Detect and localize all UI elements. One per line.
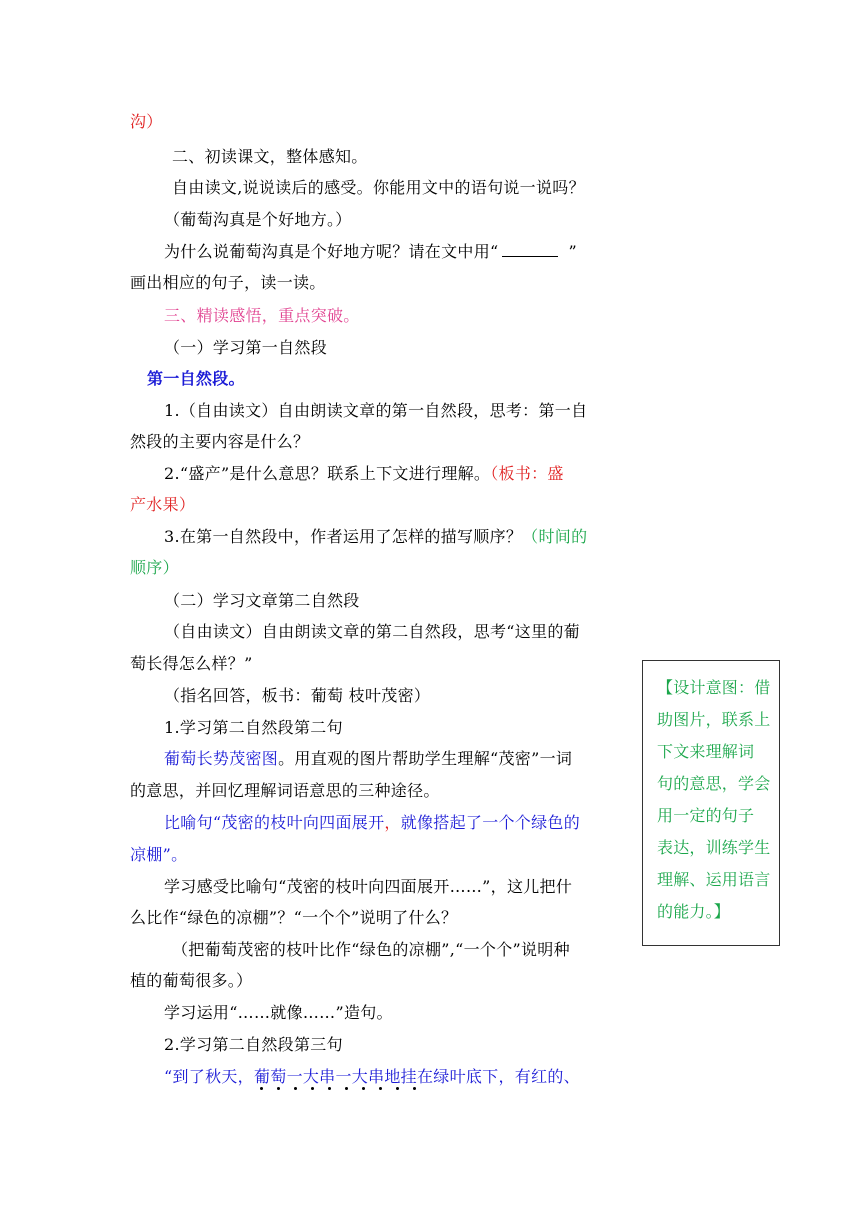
text-segment: 葡萄长势茂密图 [164, 749, 279, 768]
text-line [130, 432, 610, 452]
emphasis-dot [277, 1087, 280, 1090]
text-line [164, 210, 644, 230]
text-segment: 顺序） [130, 558, 179, 577]
text-line [172, 178, 652, 198]
emphasis-dot [328, 1087, 331, 1090]
text-segment: 植的葡萄很多。） [130, 971, 253, 990]
note-line: 的能力。】 [657, 902, 731, 921]
text-segment: （时间的 [522, 527, 588, 546]
note-line: 助图片，联系上 [657, 710, 771, 729]
text-segment: 然段的主要内容是什么？ [130, 432, 310, 451]
note-line: 表达，训练学生 [657, 838, 771, 857]
text-line [164, 718, 644, 738]
text-segment: 的意思，并回忆理解词语意思的三种途径。 [130, 781, 440, 800]
text-segment: “到了秋天，葡萄一大串一大串地挂在绿叶底下，有红的、 [164, 1067, 580, 1086]
text-segment: 学习运用“……就像……”造句。 [164, 1003, 393, 1022]
text-line [164, 1035, 644, 1055]
text-segment: 为什么说葡萄沟真是个好地方呢？请在文中用“ [164, 242, 499, 261]
text-line [164, 1003, 644, 1023]
text-line [164, 242, 644, 262]
subsection-heading-one [164, 338, 644, 358]
text-segment: ， [384, 813, 401, 832]
text-line [130, 654, 610, 674]
emphasis-dot [311, 1087, 314, 1090]
text-segment: 就像搭起了一个个绿色的 [400, 813, 581, 832]
text-line [130, 495, 610, 515]
note-line: 句的意思，学会 [657, 774, 771, 793]
text-segment: 比喻句“茂密的枝叶向四面展开 [164, 813, 385, 832]
underline-blank [502, 242, 558, 257]
text-segment: 画出相应的句子，读一读。 [130, 273, 326, 292]
design-intent-note [642, 660, 780, 946]
text-line [130, 273, 610, 293]
text-segment: （指名回答，板书：葡萄 枝叶茂密） [164, 686, 431, 705]
paragraph-label [147, 369, 627, 389]
text-segment: 自由读文,说说读后的感受。你能用文中的语句说一说吗？ [172, 178, 585, 197]
text-line [164, 686, 644, 706]
text-segment: （把葡萄茂密的枝叶比作“绿色的凉棚”,“一个个”说明种 [172, 940, 570, 959]
text-segment: 三、精读感悟，重点突破。 [164, 306, 360, 325]
emphasis-dot [379, 1087, 382, 1090]
text-line [164, 1067, 644, 1087]
text-line [130, 908, 610, 928]
note-line: 理解、运用语言 [657, 870, 771, 889]
text-segment: （一）学习第一自然段 [164, 338, 328, 357]
text-line [130, 558, 610, 578]
text-line [172, 940, 652, 960]
text-line [164, 401, 644, 421]
text-segment: 2.“盛产”是什么意思？联系上下文进行理解。 [164, 464, 491, 483]
text-segment: 沟） [130, 112, 163, 131]
text-segment: 产水果） [130, 495, 196, 514]
text-segment: 二、初读课文，整体感知。 [172, 147, 368, 166]
text-segment: 3.在第一自然段中，作者运用了怎样的描写顺序？ [164, 527, 523, 546]
emphasis-dot [345, 1087, 348, 1090]
emphasis-dot [260, 1087, 263, 1090]
text-line [164, 877, 644, 897]
text-segment: （葡萄沟真是个好地方。） [164, 210, 352, 229]
subsection-heading-two [164, 591, 644, 611]
emphasis-dot [294, 1087, 297, 1090]
text-segment: （二）学习文章第二自然段 [164, 591, 360, 610]
text-segment: （自由读文）自由朗读文章的第二自然段，思考“这里的葡 [164, 622, 580, 641]
section-heading-two [172, 147, 652, 167]
text-line [130, 971, 610, 991]
text-segment: ” [568, 242, 577, 261]
note-line: 下文来理解词 [657, 742, 755, 761]
text-segment: 萄长得怎么样？” [130, 654, 253, 673]
text-line [130, 781, 610, 801]
section-heading-three [164, 306, 644, 326]
text-segment: 1.学习第二自然段第二句 [164, 718, 343, 737]
text-line [130, 845, 610, 865]
text-line [164, 464, 644, 484]
text-line [164, 527, 644, 547]
text-line [130, 112, 610, 132]
text-line [164, 749, 644, 769]
emphasis-dot [396, 1087, 399, 1090]
text-segment: 第一自然段。 [147, 369, 245, 388]
note-line: 用一定的句子 [657, 806, 755, 825]
emphasis-dot [413, 1087, 416, 1090]
text-segment: 凉棚”。 [130, 845, 188, 864]
emphasis-dot [362, 1087, 365, 1090]
text-segment: 学习感受比喻句“茂密的枝叶向四面展开……”，这儿把什 [164, 877, 573, 896]
text-segment: 2.学习第二自然段第三句 [164, 1035, 343, 1054]
text-segment: 1.（自由读文）自由朗读文章的第一自然段，思考：第一自 [164, 401, 588, 420]
text-segment: 。用直观的图片帮助学生理解“茂密”一词 [278, 749, 573, 768]
text-line [164, 813, 644, 833]
text-segment: 么比作“绿色的凉棚”？“一个个”说明了什么？ [130, 908, 458, 927]
text-line [164, 622, 644, 642]
text-segment: （板书：盛 [490, 464, 564, 483]
note-line: 【设计意图：借 [657, 678, 771, 697]
emphasis-dots [260, 1087, 420, 1093]
